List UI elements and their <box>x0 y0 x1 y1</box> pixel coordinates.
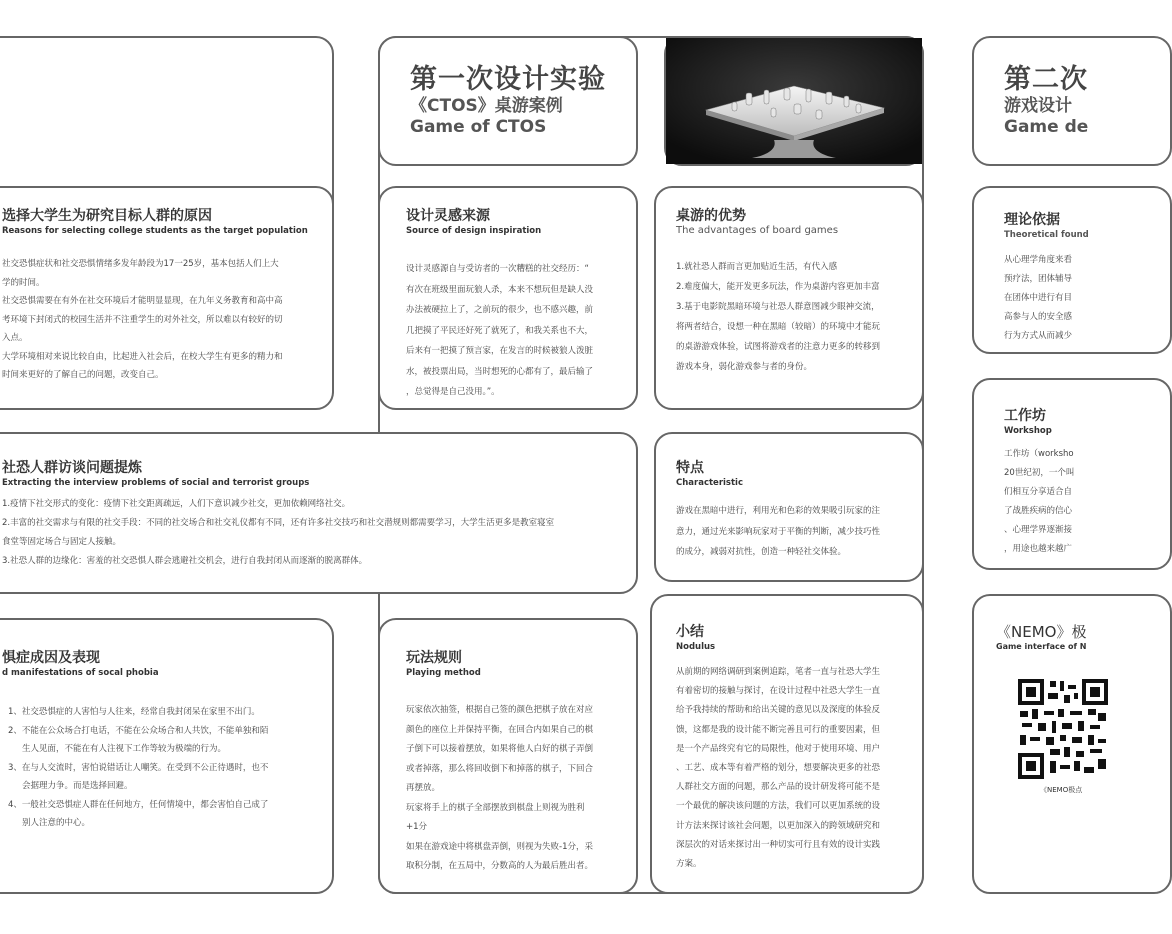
features-title: 特点 <box>676 460 704 476</box>
features-subtitle: Characteristic <box>676 478 743 488</box>
summary-card <box>650 594 924 894</box>
interview-title: 社恐人群访谈问题提炼 <box>2 460 142 476</box>
features-card <box>654 432 924 582</box>
phobia-body: 1、社交恐惧症的人害怕与人往来，经常自我封闭呆在家里不出门。 2、不能在公众场合打电话，不能在公众场合和人共饮，不能单独和陌 生人见面，不能在有人注视下工作等较为极端的行为。 3、在与人交流时，害怕说错话让人嘲笑。在受到不公正待遇时，也不 会据理力争。而是选择回避。 4、一般社交恐惧症人群在任何地方，任何情境中，都会害怕自己成了 别人注意的中心。 <box>8 707 269 828</box>
qr-code-icon[interactable] <box>1018 679 1108 779</box>
rules-title: 玩法规则 <box>406 650 462 666</box>
reasons-body: 社交恐惧症状和社交恐惧情绪多发年龄段为17一25岁，基本包括人们上大 学的时间。 社交恐惧需要在有外在社交环境后才能明显显现，在九年义务教育和高中高 考环境下封闭式的校园生活并不注重学生的对外社交，所以难以有较好的切 入点。 大学环境相对来说比较自由，比起进入社会后，在校大学生有更多的精力和 时间来更好的了解自己的问题，改变自己。 <box>2 259 283 380</box>
reasons-title: 选择大学生为研究目标人群的原因 <box>2 208 212 224</box>
second-experiment-english: Game de <box>1004 117 1089 137</box>
second-experiment-title: 第二次 <box>1004 64 1088 95</box>
nemo-subtitle: Game interface of N <box>996 642 1087 651</box>
nemo-title: 《NEMO》极 <box>996 623 1087 641</box>
interview-subtitle: Extracting the interview problems of social and terrorist groups <box>2 478 310 488</box>
advantages-card <box>654 186 924 410</box>
inspiration-card <box>378 186 638 410</box>
nemo-card <box>972 594 1172 894</box>
experiment-case: 《CTOS》桌游案例 <box>410 96 563 116</box>
inspiration-title: 设计灵感来源 <box>406 208 490 224</box>
rules-subtitle: Playing method <box>406 668 481 678</box>
phobia-card <box>0 618 334 894</box>
workshop-card <box>972 378 1172 570</box>
advantages-subtitle: The advantages of board games <box>676 225 839 236</box>
right-header-card <box>972 36 1172 166</box>
phobia-title: 惧症成因及表现 <box>2 650 100 666</box>
workshop-subtitle: Workshop <box>1004 426 1052 436</box>
theory-body: 从心理学角度来看 预疗法，团体辅导 在团体中进行有目 高参与人的安全感 行为方式从而减少 <box>1004 255 1073 341</box>
phobia-subtitle: d manifestations of socal phobia <box>2 668 159 678</box>
theory-subtitle: Theoretical found <box>1004 230 1089 240</box>
inspiration-body: 设计灵感源自与受访者的一次糟糕的社交经历：“ 有次在班级里面玩狼人杀，本来不想玩但是缺人没 办法被硬拉上了，之前玩的很少，也不感兴趣，前 几把摸了平民还好死了就死了，和我关系也不大， 后来有一把摸了预言家，在发言的时候被狼人泼脏 水，被投票出局，当时想死的心都有了，最后输了 ，总觉得是自己没用。”。 <box>406 264 594 397</box>
board-game-render-icon <box>666 38 922 164</box>
workshop-body: 工作坊（worksho 20世纪初，一个叫 们相互分享适合自 了战胜疾病的信心 、心理学界逐渐接 ，用途也越来越广 <box>1004 449 1075 554</box>
experiment-english: Game of CTOS <box>410 117 547 137</box>
inspiration-subtitle: Source of design inspiration <box>406 226 542 236</box>
board-game-photo <box>664 36 924 166</box>
advantages-body: 1.就社恐人群而言更加贴近生活，有代入感 2.难度偏大，能开发更多玩法，作为桌游内容更加丰富 3.基于电影院黑暗环境与社恐人群意图减少眼神交流， 将两者结合，设想一种在黑暗（较暗）的环境中才能玩 的桌游游戏体验，试图将游戏者的注意力更多的转移到 游戏本身，弱化游戏参与者的身份。 <box>676 262 881 372</box>
reasons-subtitle: Reasons for selecting college students as the target population <box>2 226 308 236</box>
features-body: 游戏在黑暗中进行，利用光和色彩的效果吸引玩家的注 意力，通过光来影响玩家对于平衡的判断，减少技巧性 的成分，减弱对抗性，创造一种轻社交体验。 <box>676 506 881 557</box>
advantages-title: 桌游的优势 <box>676 208 746 224</box>
interview-body: 1.疫情下社交形式的变化：疫情下社交距离疏远，人们下意识减少社交，更加依赖网络社交。 2.丰富的社交需求与有限的社交手段：不同的社交场合和社交礼仪都有不同，还有许多社交技巧和社交潜规则都需要学习，大学生活更多是教室寝室 食堂等固定场合与固定人接触。 3.社恐人群的边缘化：害羞的社交恐惧人群会逃避社交机会，进行自我封闭从而逐渐的脱离群体。 <box>2 499 555 566</box>
theory-title: 理论依据 <box>1004 212 1060 228</box>
second-experiment-subtitle: 游戏设计 <box>1004 96 1072 116</box>
center-header-card <box>378 36 638 166</box>
reasons-card <box>0 186 334 410</box>
summary-subtitle: Nodulus <box>676 642 716 652</box>
experiment-title: 第一次设计实验 <box>410 64 606 95</box>
workshop-title: 工作坊 <box>1004 408 1046 424</box>
theory-card <box>972 186 1172 354</box>
summary-title: 小结 <box>676 624 704 640</box>
summary-body: 从前期的网络调研到案例追踪，笔者一直与社恐大学生 有着密切的接触与探讨，在设计过程中社恐大学生一直 给予我持续的帮助和给出关键的意见以及深度的体验反 馈，这都是我的设计能不断完善且可行的重要因素，但 是一个产品终究有它的局限性，他对于使用环境、用户 、工艺、成本等有着严格的划分，想要解决更多的社恐 人群社交方面的问题，那么产品的设计研发将可能不是 一个最优的解决该问题的方法，我们可以更加系统的设 计方法来探讨该社会问题，以更加深入的跨领域研究和 深层次的对话来探讨出一种切实可行且有效的设计实践 方案。 <box>676 667 881 870</box>
nemo-caption: 《NEMO极点 <box>1040 786 1083 794</box>
interview-card <box>0 432 638 594</box>
rules-card <box>378 618 638 894</box>
rules-body: 玩家依次抽签，根据自己签的颜色把棋子放在对应 颜色的座位上并保持平衡，在回合内如果自己的棋 子倒下可以接着摆放，如果将他人白好的棋子弄倒 或者掉落，那么将回收倒下和掉落的棋子，下回合 再摆放。 玩家将手上的棋子全部摆放到棋盘上则视为胜利 +1分 如果在游戏途中将棋盘弄倒，则视为失败-1分，采 取积分制，在五局中，分数高的人为最后胜出者。 <box>406 705 594 871</box>
